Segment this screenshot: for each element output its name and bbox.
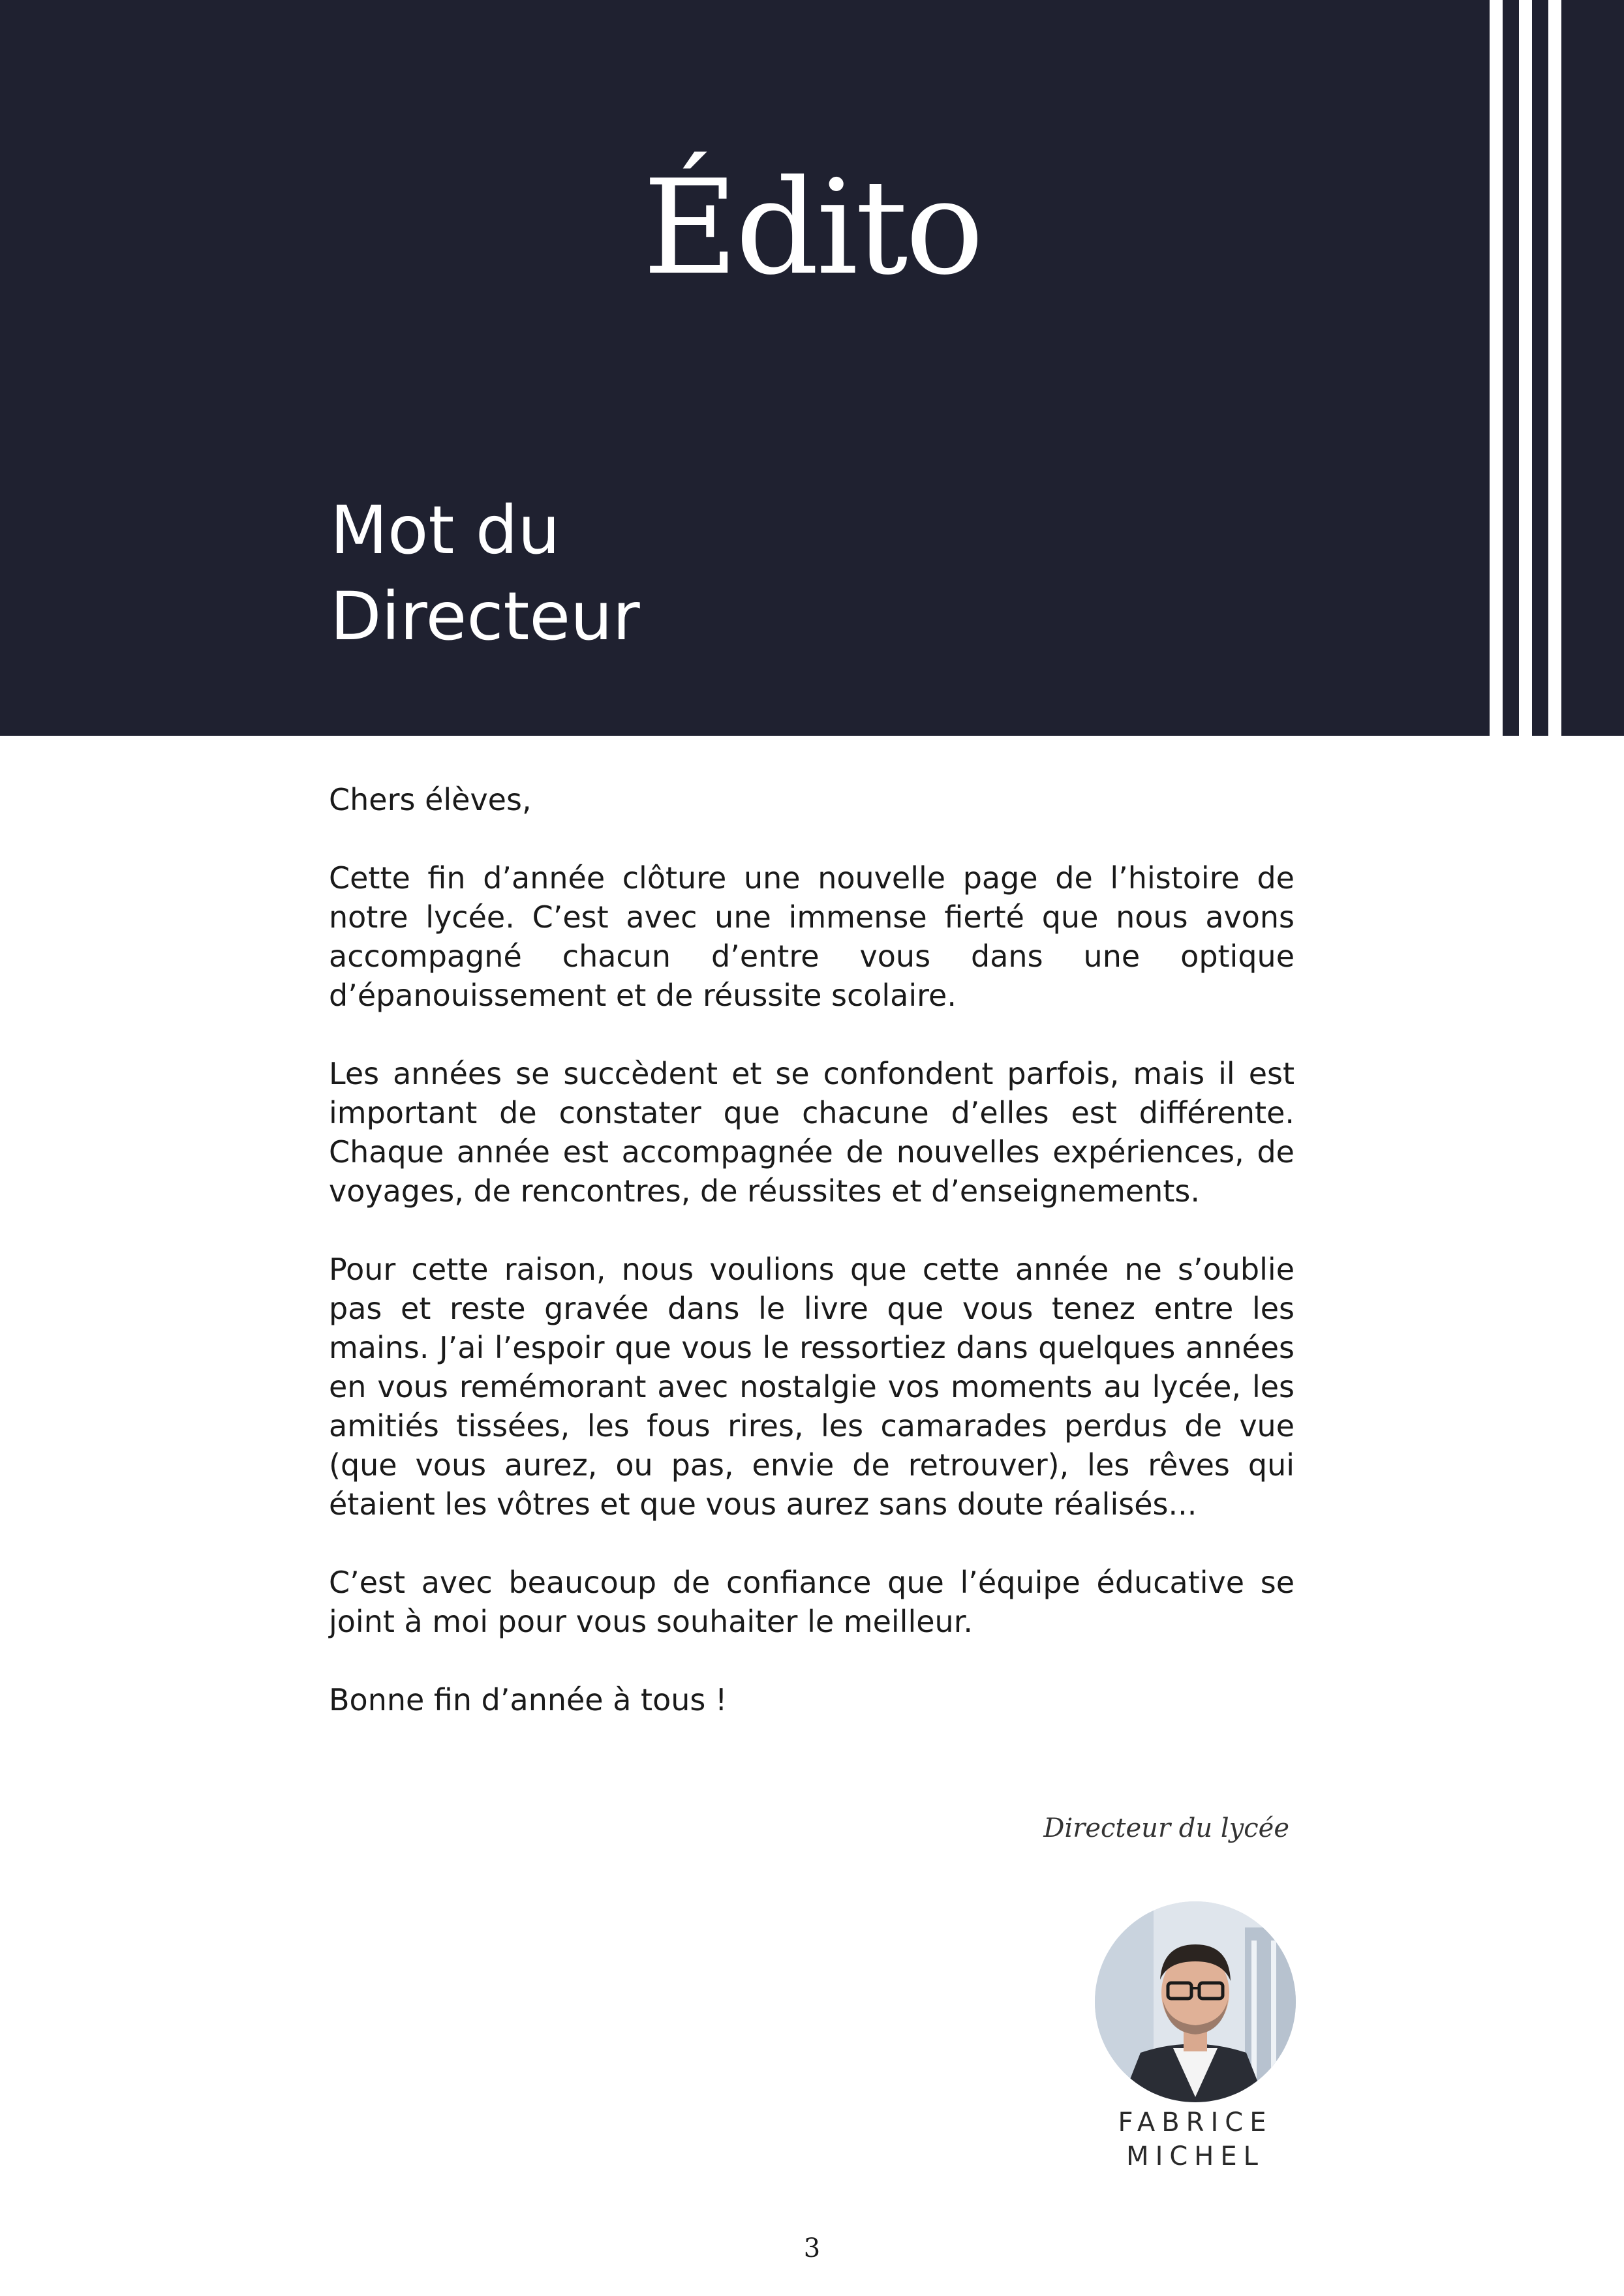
paragraph-1: Cette fin d’année clôture une nouvelle page de l’histoire de notre lycée. C’est avec une immense fierté que nous avons accompagné chacun d’entre vous dans une optique d’épanouissement et de réussite scolaire. (329, 860, 1295, 1013)
greeting: Chers élèves, (329, 782, 532, 817)
page-number: 3 (803, 2233, 821, 2263)
first-name: FABRICE (1118, 2107, 1273, 2137)
subtitle-line-1: Mot du (330, 492, 560, 569)
avatar (1095, 1901, 1296, 2102)
decorative-stripe (1548, 0, 1561, 736)
paragraph-3: Pour cette raison, nous voulions que cette année ne s’oublie pas et reste gravée dans le livre que vous tenez entre les mains. J’ai l’espoir que vous le ressortiez dans quelques années en vous remémorant avec nostalgie vos moments au lycée, les amitiés tissées, les fous rires, les camarades perdus de vue (que vous aurez, ou pas, envie de retrouver), les rêves qui étaient les vôtres et que vous aurez sans doute réalisés... (329, 1252, 1295, 1522)
letter-body (329, 780, 1295, 1759)
decorative-stripe (1490, 0, 1503, 736)
signature-role: Directeur du lycée (1043, 1813, 1289, 1843)
last-name: MICHEL (1126, 2141, 1264, 2171)
signature-name (1065, 2106, 1326, 2173)
decorative-stripe (1519, 0, 1532, 736)
closing-line: Bonne fin d’année à tous ! (329, 1682, 728, 1717)
portrait-photo (1095, 1901, 1296, 2102)
header-banner (0, 0, 1624, 736)
section-title: Édito (643, 152, 981, 304)
paragraph-2: Les années se succèdent et se confondent parfois, mais il est important de constater que chacune d’elles est différente. Chaque année est accompagnée de nouvelles expériences, de voyages, de rencontres, de réussites et d’enseignements. (329, 1056, 1295, 1209)
paragraph-4: C’est avec beaucoup de confiance que l’équipe éducative se joint à moi pour vous souhaiter le meilleur. (329, 1565, 1295, 1639)
subtitle-line-2: Directeur (330, 578, 640, 656)
page-subtitle (330, 488, 640, 660)
